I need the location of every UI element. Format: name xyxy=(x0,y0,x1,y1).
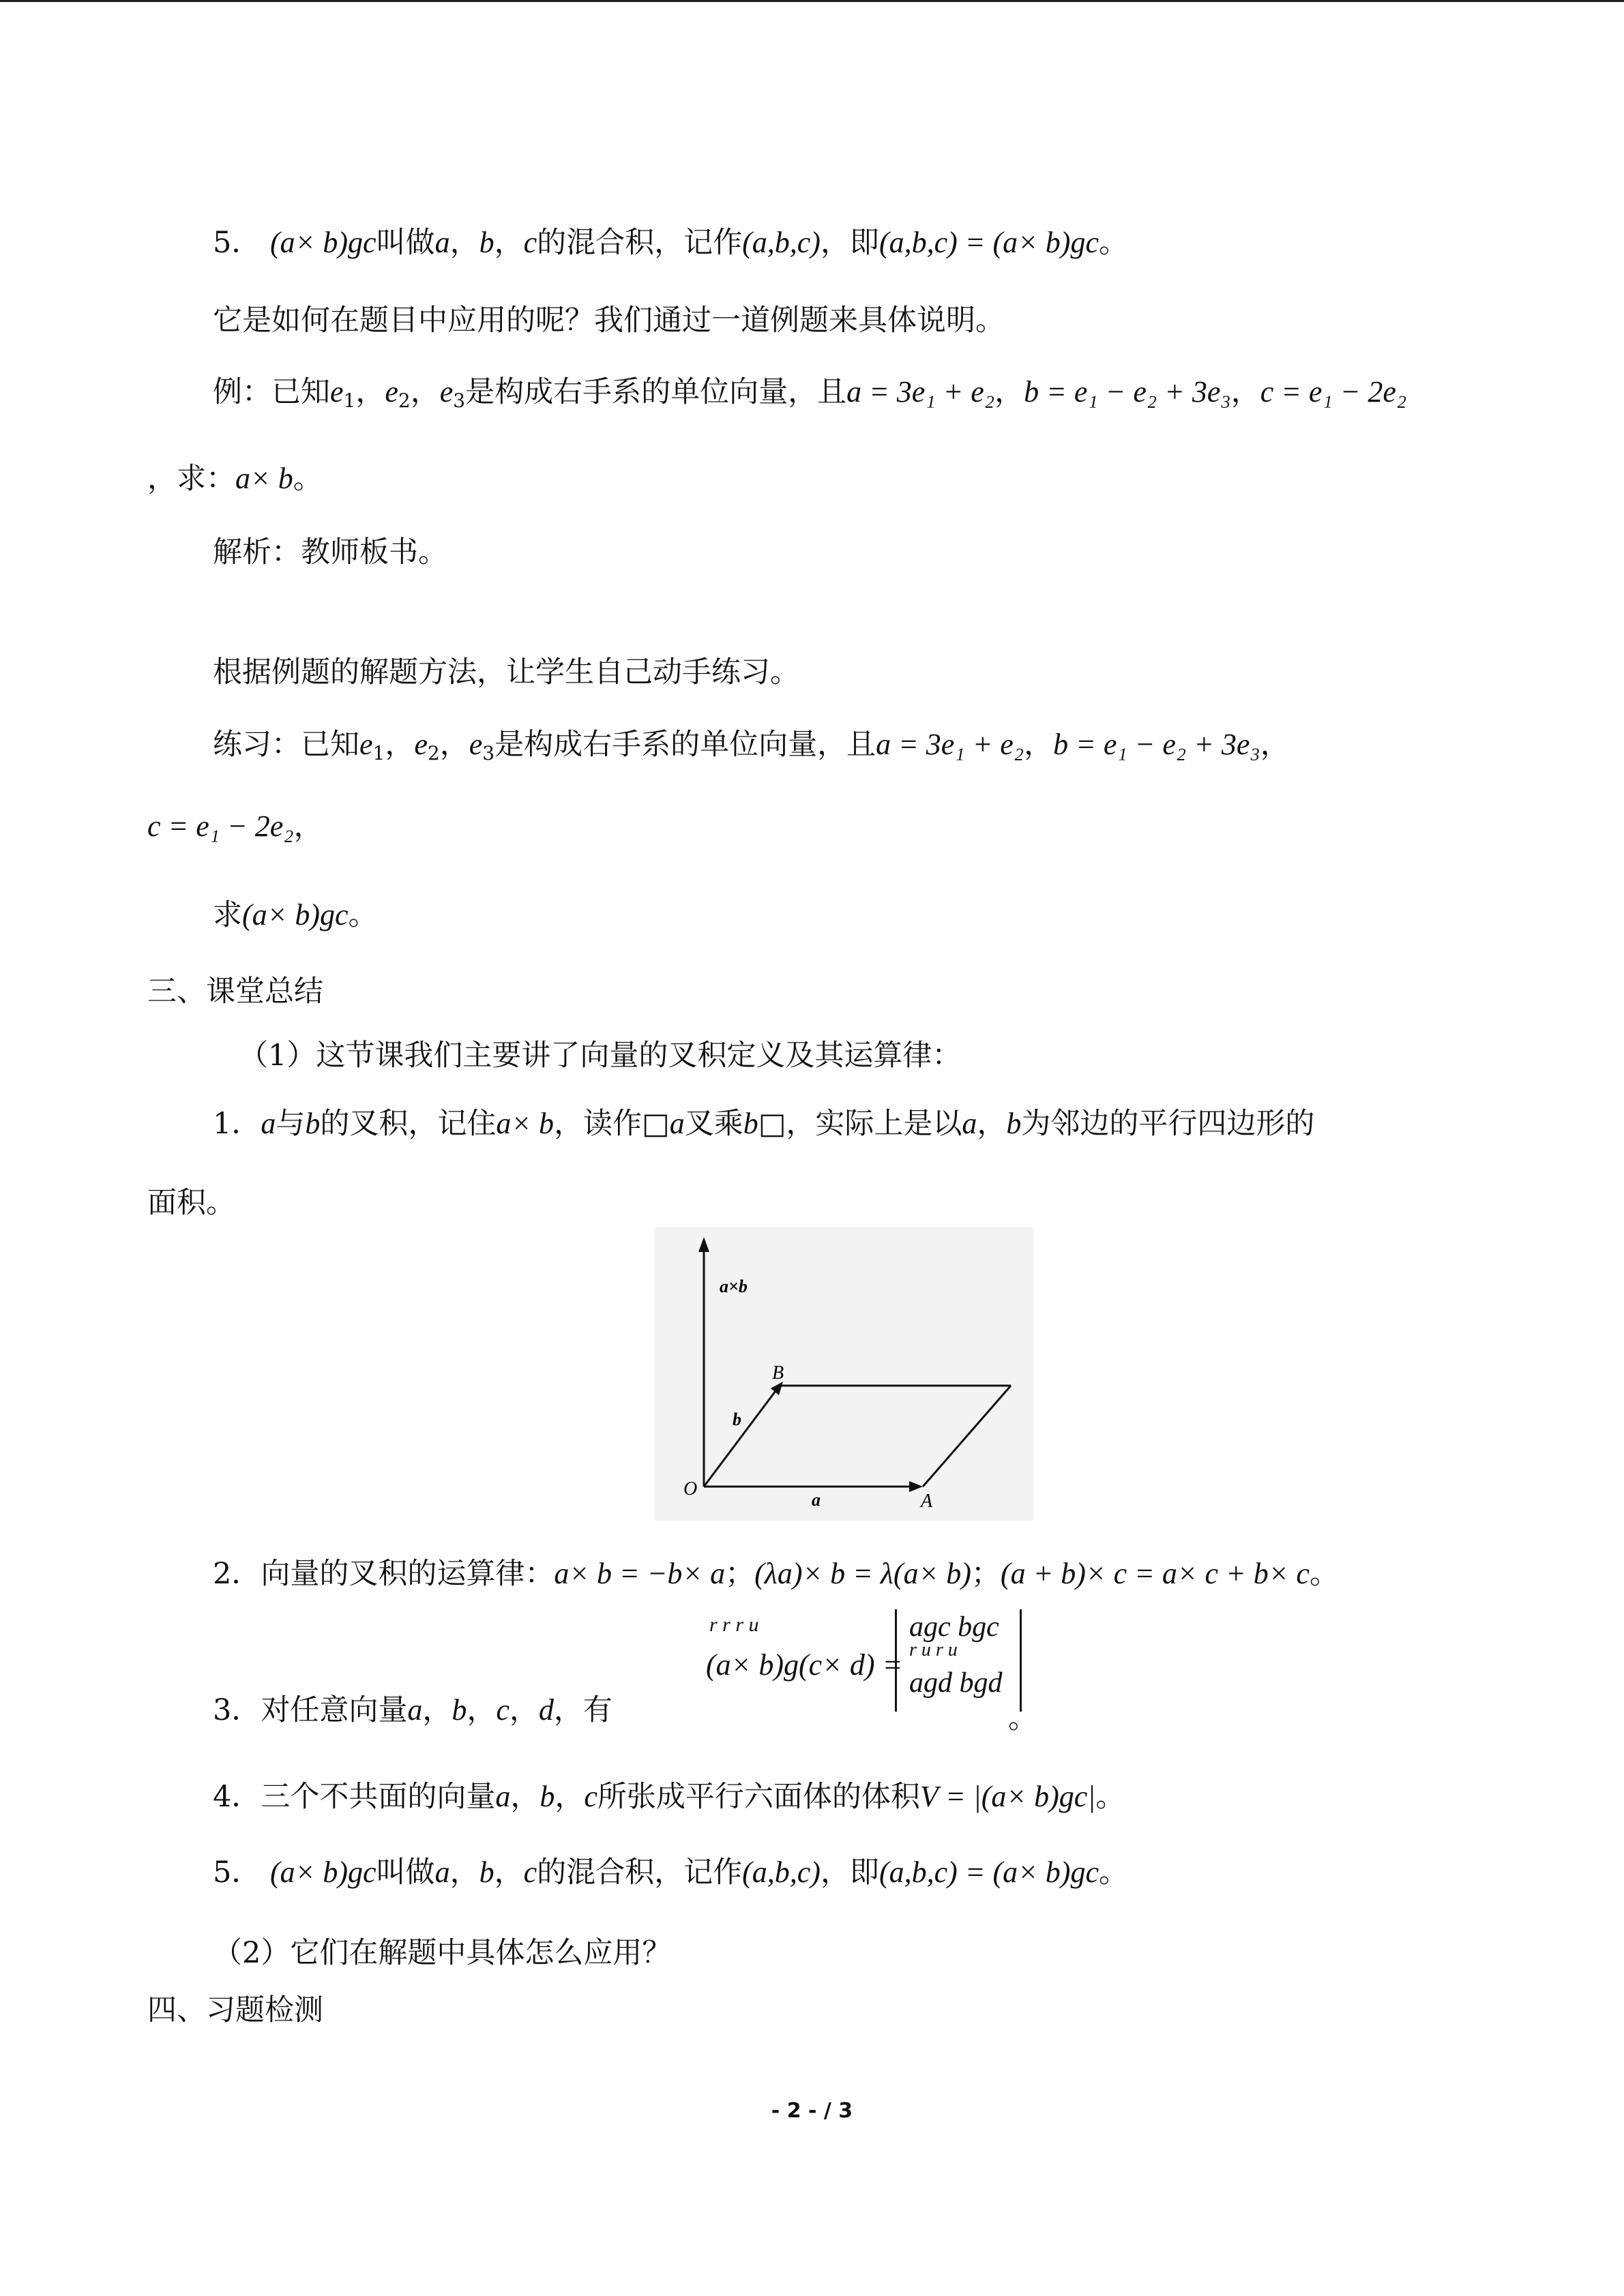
det-row-2: agd bgd xyxy=(909,1667,1003,1699)
mixed-product-line-top: 5． (a× b)gc叫做a，b，c的混合积，记作(a,b,c)，即(a,b,c) = (a× b)gc。 xyxy=(213,226,1128,260)
practice-intro: 根据例题的解题方法，让学生自己动手练习。 xyxy=(213,655,799,689)
practice-ask-line: 求(a× b)gc。 xyxy=(213,898,378,932)
parallelogram-figure xyxy=(655,1227,1033,1521)
label-b: b xyxy=(733,1410,741,1429)
top-rule xyxy=(0,0,1624,2)
summary-item-3: 3．对任意向量a，b，c，d，有 xyxy=(213,1693,612,1727)
mixed-product-line-bottom: 5． (a× b)gc叫做a，b，c的混合积，记作(a,b,c)，即(a,b,c) = (a× b)gc。 xyxy=(213,1855,1128,1890)
summary-item-2: 2．向量的叉积的运算律：a× b = −b× a；(λa)× b = λ(a× b)；(a + b)× c = a× c + b× c。 xyxy=(213,1557,1339,1591)
summary-1: （1）这节课我们主要讲了向量的叉积定义及其运算律： xyxy=(239,1039,962,1073)
det-row-1: agc bgc xyxy=(909,1611,999,1643)
example-ask-line: ，求：a× b。 xyxy=(147,462,323,496)
practice-line: 练习：已知$e_1$，$e_2$，$e_3$是构成右手系的单位向量，且a = 3e₁ + e₂，b = e₁ − e₂ + 3e₃， xyxy=(213,728,1290,764)
determinant xyxy=(895,1609,1022,1712)
item3-end: 。 xyxy=(1008,1701,1037,1735)
analysis-line: 解析：教师板书。 xyxy=(213,535,447,569)
example-line: 例：已知$e_1$，$e_2$，$e_3$是构成右手系的单位向量，且a = 3e₁ + e₂，b = e₁ − e₂ + 3e₃，c = e₁ − 2e₂ xyxy=(213,375,1407,412)
det-row-marks: r u r u xyxy=(909,1639,958,1660)
practice-line-c: c = e₁ − 2e₂， xyxy=(147,809,323,844)
label-B: B xyxy=(772,1362,784,1384)
label-a: a xyxy=(812,1490,821,1510)
item3-marks: r r r u xyxy=(709,1613,759,1636)
summary-item-1: 1．a与b的叉积，记住a× b，读作□a叉乘b□，实际上是以a，b为邻边的平行四边形的 xyxy=(213,1107,1315,1141)
summary-item-4: 4．三个不共面的向量a，b，c所张成平行六面体的体积V = |(a× b)gc|。 xyxy=(213,1780,1125,1814)
label-A: A xyxy=(921,1491,933,1512)
page-number: - 2 - / 3 xyxy=(771,2099,853,2123)
section-3-heading: 三、课堂总结 xyxy=(147,974,323,1009)
summary-2: （2）它们在解题中具体怎么应用？ xyxy=(213,1936,672,1970)
label-axb: a×b xyxy=(720,1277,748,1296)
label-O: O xyxy=(683,1478,698,1500)
summary-item-1-cont: 面积。 xyxy=(147,1186,235,1220)
intro-paragraph: 它是如何在题目中应用的呢？我们通过一道例题来具体说明。 xyxy=(213,303,1005,338)
item3-lhs: (a× b)g(c× d) = xyxy=(706,1648,903,1682)
section-4-heading: 四、习题检测 xyxy=(147,1993,323,2027)
